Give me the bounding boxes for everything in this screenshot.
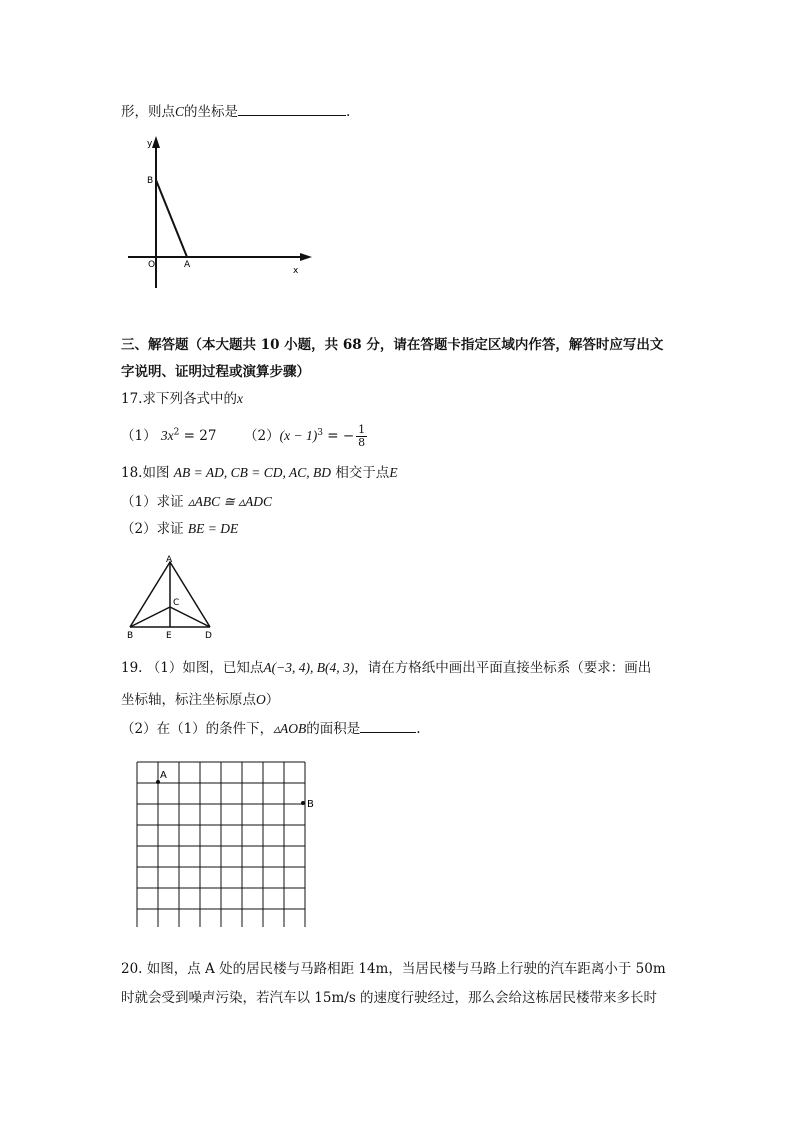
y-axis-label: y	[147, 139, 153, 149]
q17-part2: $(2)(x - 1)^3$ = − $\frac{1}{8}$	[244, 423, 366, 449]
x-axis-label: x	[293, 266, 299, 276]
grid-label-a: A	[160, 770, 167, 781]
fig18-label-b: B	[127, 631, 134, 641]
q20-line1: 20. 如图，点 A 处的居民楼与马路相距 14m，当居民楼与马路上行驶的汽车距离小于 50m	[121, 961, 666, 977]
figure-18	[120, 552, 225, 642]
origin-label: O	[148, 260, 156, 270]
q18-stem: 18.如图 AB = AD, CB = CD, AC, BD 相交于点E	[121, 465, 398, 481]
q18-part2: （2）求证 BE = DE	[121, 521, 239, 537]
section-3-heading-line1: 三、解答题（本大题共 10 小题，共 68 分，请在答题卡指定区域内作答，解答时应写出文	[121, 337, 664, 353]
fig18-label-a: A	[166, 555, 173, 565]
q20-line2: 时就会受到噪声污染，若汽车以 15m/s 的速度行驶经过，那么会给这栋居民楼带来多长时	[121, 990, 658, 1006]
answer-blank-16	[238, 115, 346, 116]
q19-line2: 坐标轴，标注坐标原点O）	[121, 692, 280, 708]
fig18-label-d: D	[205, 631, 212, 641]
point-a-label: A	[184, 260, 191, 270]
q18-part1: （1）求证 ▵ABC ≅ ▵ADC	[121, 494, 273, 510]
answer-blank-19	[360, 732, 416, 733]
q17-part1: （1） $3x^2 = 27$	[121, 427, 217, 444]
q19-line3: （2）在（1）的条件下，▵AOB的面积是 .	[121, 721, 421, 737]
grid-19	[125, 757, 320, 927]
q19-line1: 19. （1）如图，已知点A(−3, 4), B(4, 3)，请在方格纸中画出平面直接坐标系（要求：画出	[121, 660, 652, 676]
fig18-label-c: C	[173, 598, 180, 608]
grid-label-b: B	[307, 799, 314, 810]
section-3-heading-line2: 字说明、证明过程或演算步骤）	[121, 364, 310, 380]
fraction-one-eighth: $\frac{1}{8}$	[358, 423, 366, 449]
figure-16	[120, 130, 320, 290]
q17-stem: 17.求下列各式中的x	[121, 391, 243, 407]
fig18-label-e: E	[166, 631, 172, 641]
q16-tail: 形，则点C的坐标是 .	[121, 104, 351, 120]
point-b-label: B	[147, 176, 154, 186]
grid-point-b	[301, 801, 305, 805]
